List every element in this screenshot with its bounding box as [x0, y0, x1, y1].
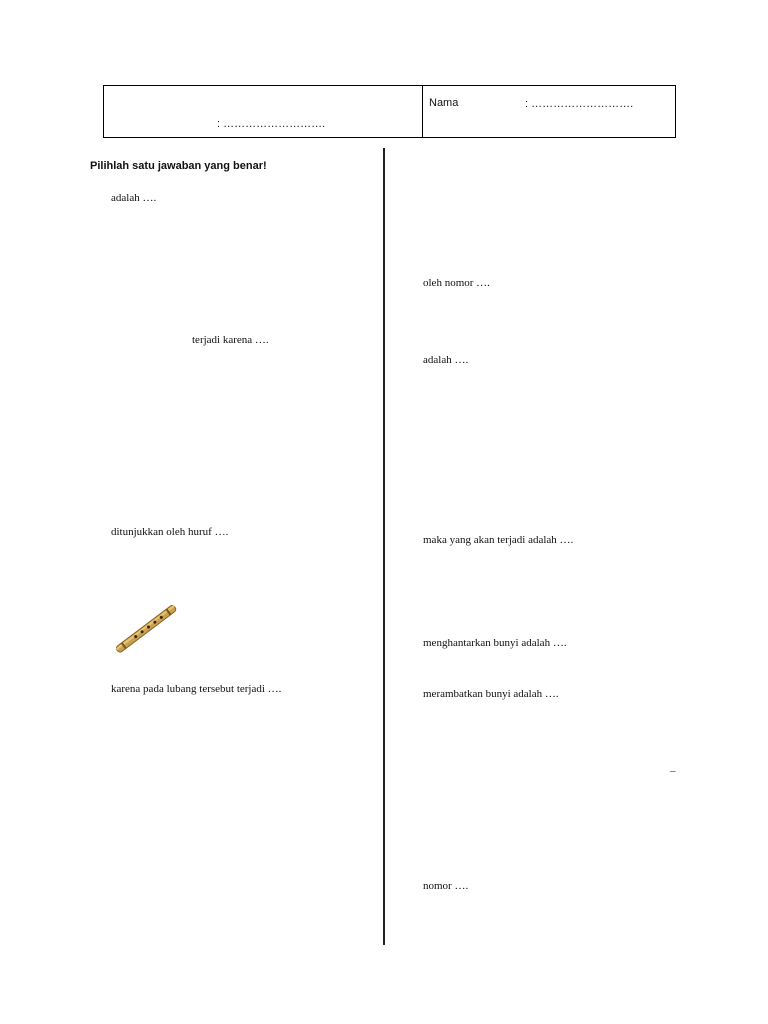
column-divider	[383, 148, 385, 945]
name-label: Nama	[429, 97, 459, 109]
name-field: : ……………………….	[525, 98, 634, 110]
question-text: terjadi karena ….	[192, 334, 269, 346]
instruction: Pilihlah satu jawaban yang benar!	[90, 160, 267, 172]
question-text: nomor ….	[423, 880, 469, 892]
question-text: adalah ….	[111, 192, 157, 204]
question-text: adalah ….	[423, 354, 469, 366]
header-box	[103, 85, 676, 138]
header-left-field: : ……………………….	[217, 118, 326, 130]
question-text: merambatkan bunyi adalah ….	[423, 688, 559, 700]
dash-mark: –	[670, 765, 676, 777]
question-text: oleh nomor ….	[423, 277, 490, 289]
header-divider	[422, 85, 423, 138]
flute-image	[112, 602, 182, 658]
question-text: karena pada lubang tersebut terjadi ….	[111, 683, 282, 695]
question-text: ditunjukkan oleh huruf ….	[111, 526, 229, 538]
question-text: maka yang akan terjadi adalah ….	[423, 534, 574, 546]
question-text: menghantarkan bunyi adalah ….	[423, 637, 567, 649]
